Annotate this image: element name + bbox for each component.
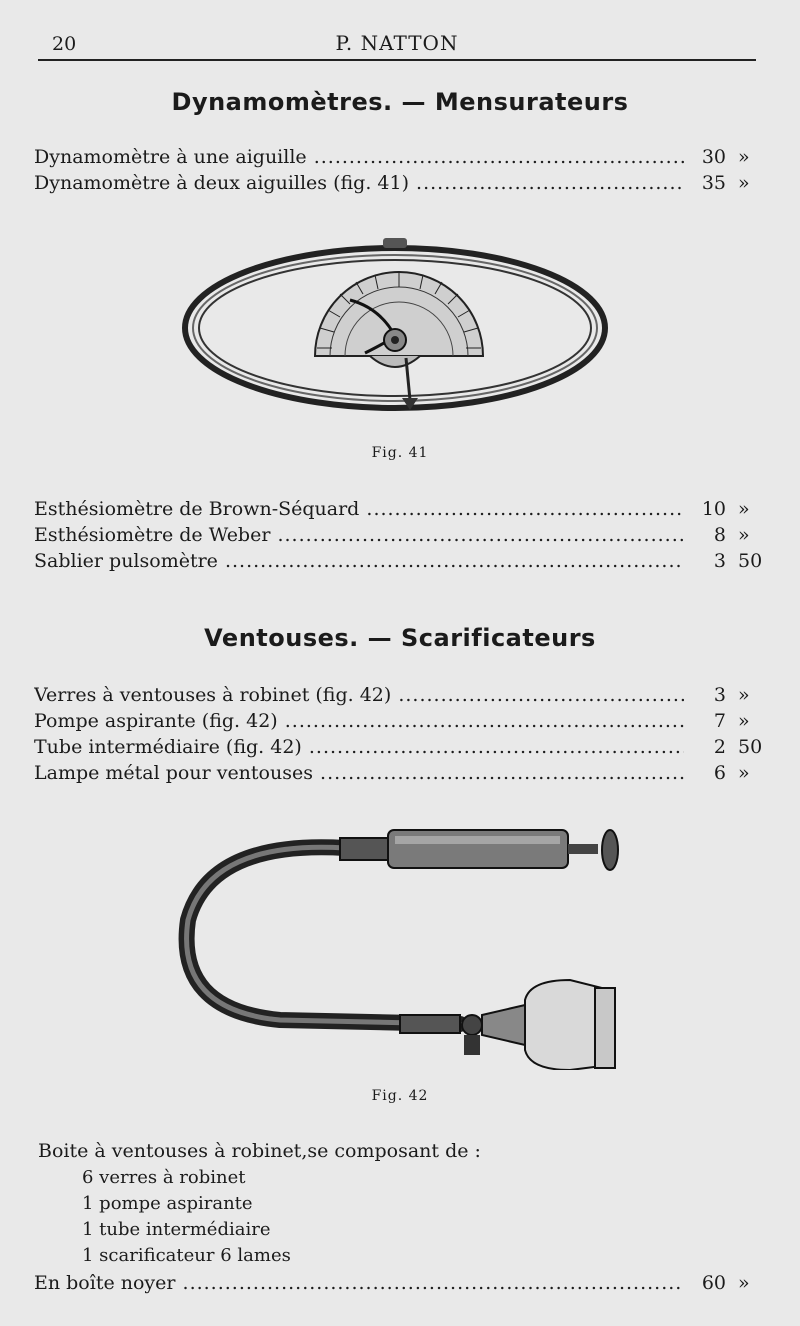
item-label: Lampe métal pour ventouses ..... [34,760,684,786]
item-label: Dynamomètre à deux aiguilles (fig. 41) ..... [34,170,684,196]
price-list-dynamometres [34,144,764,196]
item-label: En boîte noyer ..... [34,1270,684,1296]
box-heading: Boite à ventouses à robinet,se composant de : [38,1140,481,1162]
price-row [34,170,764,196]
page-header [38,30,756,60]
price-row [34,708,764,734]
price-cents: » [738,762,750,784]
price-list-ventouses [34,682,764,786]
price-cents: » [738,684,750,706]
price-francs: 3 [713,550,726,572]
figure-caption: Fig. 42 [371,1088,429,1104]
price-cents: » [738,172,750,194]
header-rule [38,59,756,61]
price-cents: » [738,710,750,732]
price-francs: 8 [713,524,726,546]
price-francs: 6 [713,762,726,784]
price-row [34,682,764,708]
item-label: Esthésiomètre de Weber ..... [34,522,684,548]
box-components-list [82,1165,291,1269]
price-list-esthesiometres [34,496,764,574]
price-francs: 35 [701,172,726,194]
price-list-box-total [34,1270,764,1296]
list-item: 1 pompe aspirante [82,1193,253,1214]
price-francs: 7 [713,710,726,732]
list-item: 1 scarificateur 6 lames [82,1245,291,1266]
price-cents: » [738,498,750,520]
price-francs: 10 [701,498,726,520]
price-row [34,548,764,574]
price-francs: 60 [701,1272,726,1294]
list-item: 6 verres à robinet [82,1167,246,1188]
price-row [34,760,764,786]
item-label: Dynamomètre à une aiguille ..... [34,144,684,170]
price-francs: 2 [713,736,726,758]
section-title-ventouses: Ventouses. — Scarificateurs [204,624,596,652]
price-francs: 3 [713,684,726,706]
item-label: Esthésiomètre de Brown-Séquard ..... [34,496,684,522]
price-cents: » [738,524,750,546]
item-label: Sablier pulsomètre ..... [34,548,684,574]
price-row [34,496,764,522]
price-cents: 50 [738,736,763,758]
figure-caption: Fig. 41 [371,445,429,461]
item-label: Pompe aspirante (fig. 42) ..... [34,708,684,734]
price-row [34,522,764,548]
price-row [34,144,764,170]
price-cents: » [738,146,750,168]
dynamometer-illustration [180,228,610,418]
item-label: Verres à ventouses à robinet (fig. 42) ..... [34,682,684,708]
item-label: Tube intermédiaire (fig. 42) ..... [34,734,684,760]
price-row [34,734,764,760]
section-title-dynamometres: Dynamomètres. — Mensurateurs [171,88,629,116]
suction-pump-illustration [170,820,630,1070]
price-row [34,1270,764,1296]
price-cents: 50 [738,550,763,572]
price-francs: 30 [701,146,726,168]
page-number: 20 [52,33,77,55]
running-title: P. NATTON [335,31,459,55]
list-item: 1 tube intermédiaire [82,1219,271,1240]
price-cents: » [738,1272,750,1294]
